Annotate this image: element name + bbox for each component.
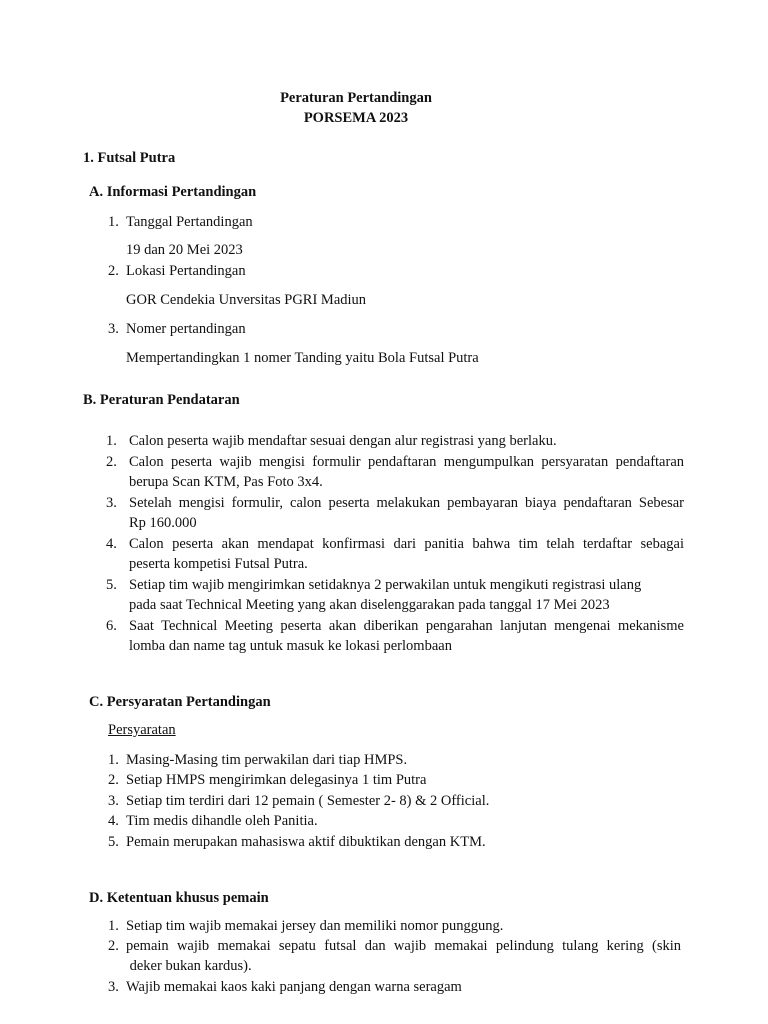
list-item-label: Lokasi Pertandingan	[126, 263, 246, 279]
section-c-heading: C. Persyaratan Pertandingan	[89, 694, 271, 710]
list-number: 5.	[108, 834, 119, 850]
list-item-label: Nomer pertandingan	[126, 321, 246, 337]
list-number: 6.	[106, 618, 117, 634]
list-item-text: Calon peserta wajib mengisi formulir pendaftaran mengumpulkan persyaratan pendaftaran	[129, 454, 684, 470]
list-item-text: Setiap HMPS mengirimkan delegasinya 1 tim Putra	[126, 772, 427, 788]
list-number: 1.	[108, 214, 119, 230]
list-item-label: Tanggal Pertandingan	[126, 214, 253, 230]
list-item-text: Setiap tim terdiri dari 12 pemain ( Semester 2- 8) & 2 Official.	[126, 793, 490, 809]
section-a-heading: A. Informasi Pertandingan	[89, 184, 257, 200]
list-number: 2.	[108, 938, 119, 954]
list-number: 3.	[108, 321, 119, 337]
list-item-text: berupa Scan KTM, Pas Foto 3x4.	[129, 474, 323, 490]
section-c-subheading: Persyaratan	[108, 722, 176, 738]
list-number: 2.	[106, 454, 117, 470]
list-item-text: deker bukan kardus).	[126, 958, 252, 974]
list-item-text: Wajib memakai kaos kaki panjang dengan warna seragam	[126, 979, 462, 995]
section-d-heading: D. Ketentuan khusus pemain	[89, 890, 269, 906]
list-number: 3.	[108, 793, 119, 809]
list-item-text: peserta kompetisi Futsal Putra.	[129, 556, 308, 572]
list-item-text: Setelah mengisi formulir, calon peserta melakukan pembayaran biaya pendaftaran Sebesar	[129, 495, 684, 511]
list-number: 3.	[108, 979, 119, 995]
list-item-value: GOR Cendekia Unversitas PGRI Madiun	[126, 292, 367, 308]
list-item-text: Pemain merupakan mahasiswa aktif dibuktikan dengan KTM.	[126, 834, 486, 850]
list-item-text: Rp 160.000	[129, 515, 197, 531]
list-number: 1.	[108, 752, 119, 768]
list-number: 1.	[108, 918, 119, 934]
list-number: 1.	[106, 433, 117, 449]
document-title: Peraturan Pertandingan	[280, 90, 432, 106]
list-item-text: Masing-Masing tim perwakilan dari tiap HMPS.	[126, 752, 408, 768]
list-number: 2.	[108, 772, 119, 788]
list-item-text: pemain wajib memakai sepatu futsal dan wajib memakai pelindung tulang kering (skin	[126, 938, 681, 954]
list-item-text: Setiap tim wajib memakai jersey dan memiliki nomor punggung.	[126, 918, 504, 934]
list-item-text: pada saat Technical Meeting yang akan diselenggarakan pada tanggal 17 Mei 2023	[129, 597, 610, 613]
list-number: 4.	[108, 813, 119, 829]
section-b-heading: B. Peraturan Pendataran	[83, 392, 240, 408]
list-number: 3.	[106, 495, 117, 511]
document-subtitle: PORSEMA 2023	[303, 110, 409, 126]
list-item-text: Saat Technical Meeting peserta akan diberikan pengarahan lanjutan mengenai mekanisme	[129, 618, 684, 634]
list-item-text: Calon peserta akan mendapat konfirmasi dari panitia bahwa tim telah terdaftar sebagai	[129, 536, 684, 552]
list-item-value: Mempertandingkan 1 nomer Tanding yaitu Bola Futsal Putra	[126, 350, 479, 366]
list-number: 5.	[106, 577, 117, 593]
list-item-text: Calon peserta wajib mendaftar sesuai dengan alur registrasi yang berlaku.	[129, 433, 557, 449]
list-item-text: Setiap tim wajib mengirimkan setidaknya 2 perwakilan untuk mengikuti registrasi ulang	[129, 577, 642, 593]
section-1-heading: 1. Futsal Putra	[83, 150, 176, 166]
list-item-text: lomba dan name tag untuk masuk ke lokasi perlombaan	[129, 638, 452, 654]
list-item-text: Tim medis dihandle oleh Panitia.	[126, 813, 318, 829]
list-item-value: 19 dan 20 Mei 2023	[126, 242, 243, 258]
list-number: 2.	[108, 263, 119, 279]
list-number: 4.	[106, 536, 117, 552]
